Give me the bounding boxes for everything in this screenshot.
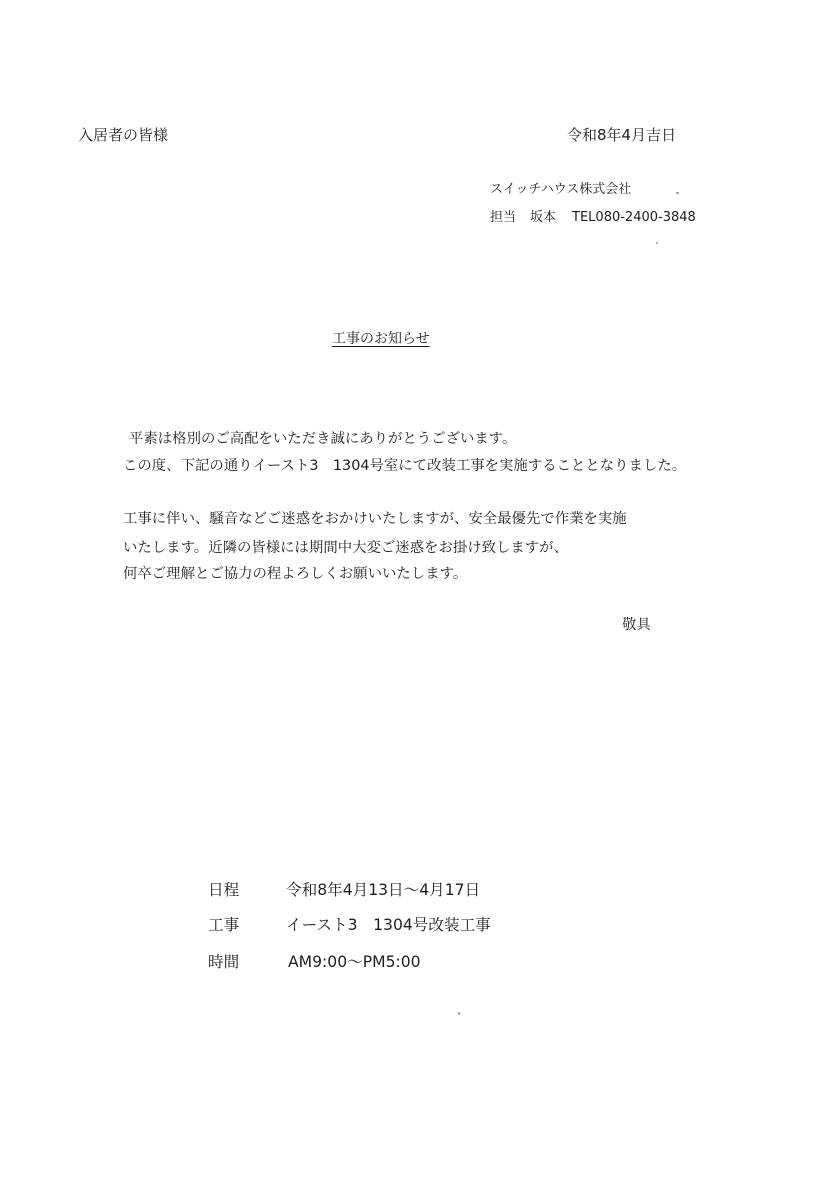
scan-speck	[458, 1012, 460, 1015]
detail-label-work: 工事	[208, 916, 240, 934]
issue-date: 令和8年4月吉日	[567, 126, 677, 144]
sender-company: スイッチハウス株式会社	[490, 182, 632, 197]
contact-person: 坂本	[530, 210, 557, 225]
scan-speck	[656, 242, 658, 244]
contact-role: 担当	[490, 210, 517, 225]
notice-title: 工事のお知らせ	[332, 331, 430, 347]
detail-label-hours: 時間	[208, 953, 240, 971]
body-line: 何卒ご理解とご協力の程よろしくお願いいたします。	[123, 566, 468, 582]
detail-value-hours: AM9:00～PM5:00	[288, 953, 421, 971]
body-line: この度、下記の通りイースト3 1304号室にて改装工事を実施することとなりました。	[123, 458, 687, 474]
detail-value-schedule: 令和8年4月13日～4月17日	[286, 881, 481, 899]
contact-phone: TEL080-2400-3848	[572, 210, 696, 225]
addressee: 入居者の皆様	[78, 126, 169, 144]
body-line: いたします。近隣の皆様には期間中大変ご迷惑をお掛け致しますが、	[123, 540, 568, 556]
detail-label-schedule: 日程	[208, 881, 240, 899]
body-line: 工事に伴い、騒音などご迷惑をおかけいたしますが、安全最優先で作業を実施	[123, 511, 627, 527]
scan-speck	[676, 192, 679, 194]
body-line: 平素は格別のご高配をいただき誠にありがとうございます。	[129, 431, 517, 447]
sender-contact	[490, 211, 696, 224]
closing-remark: 敬具	[622, 617, 651, 633]
detail-value-work: イースト3 1304号改装工事	[286, 916, 491, 934]
